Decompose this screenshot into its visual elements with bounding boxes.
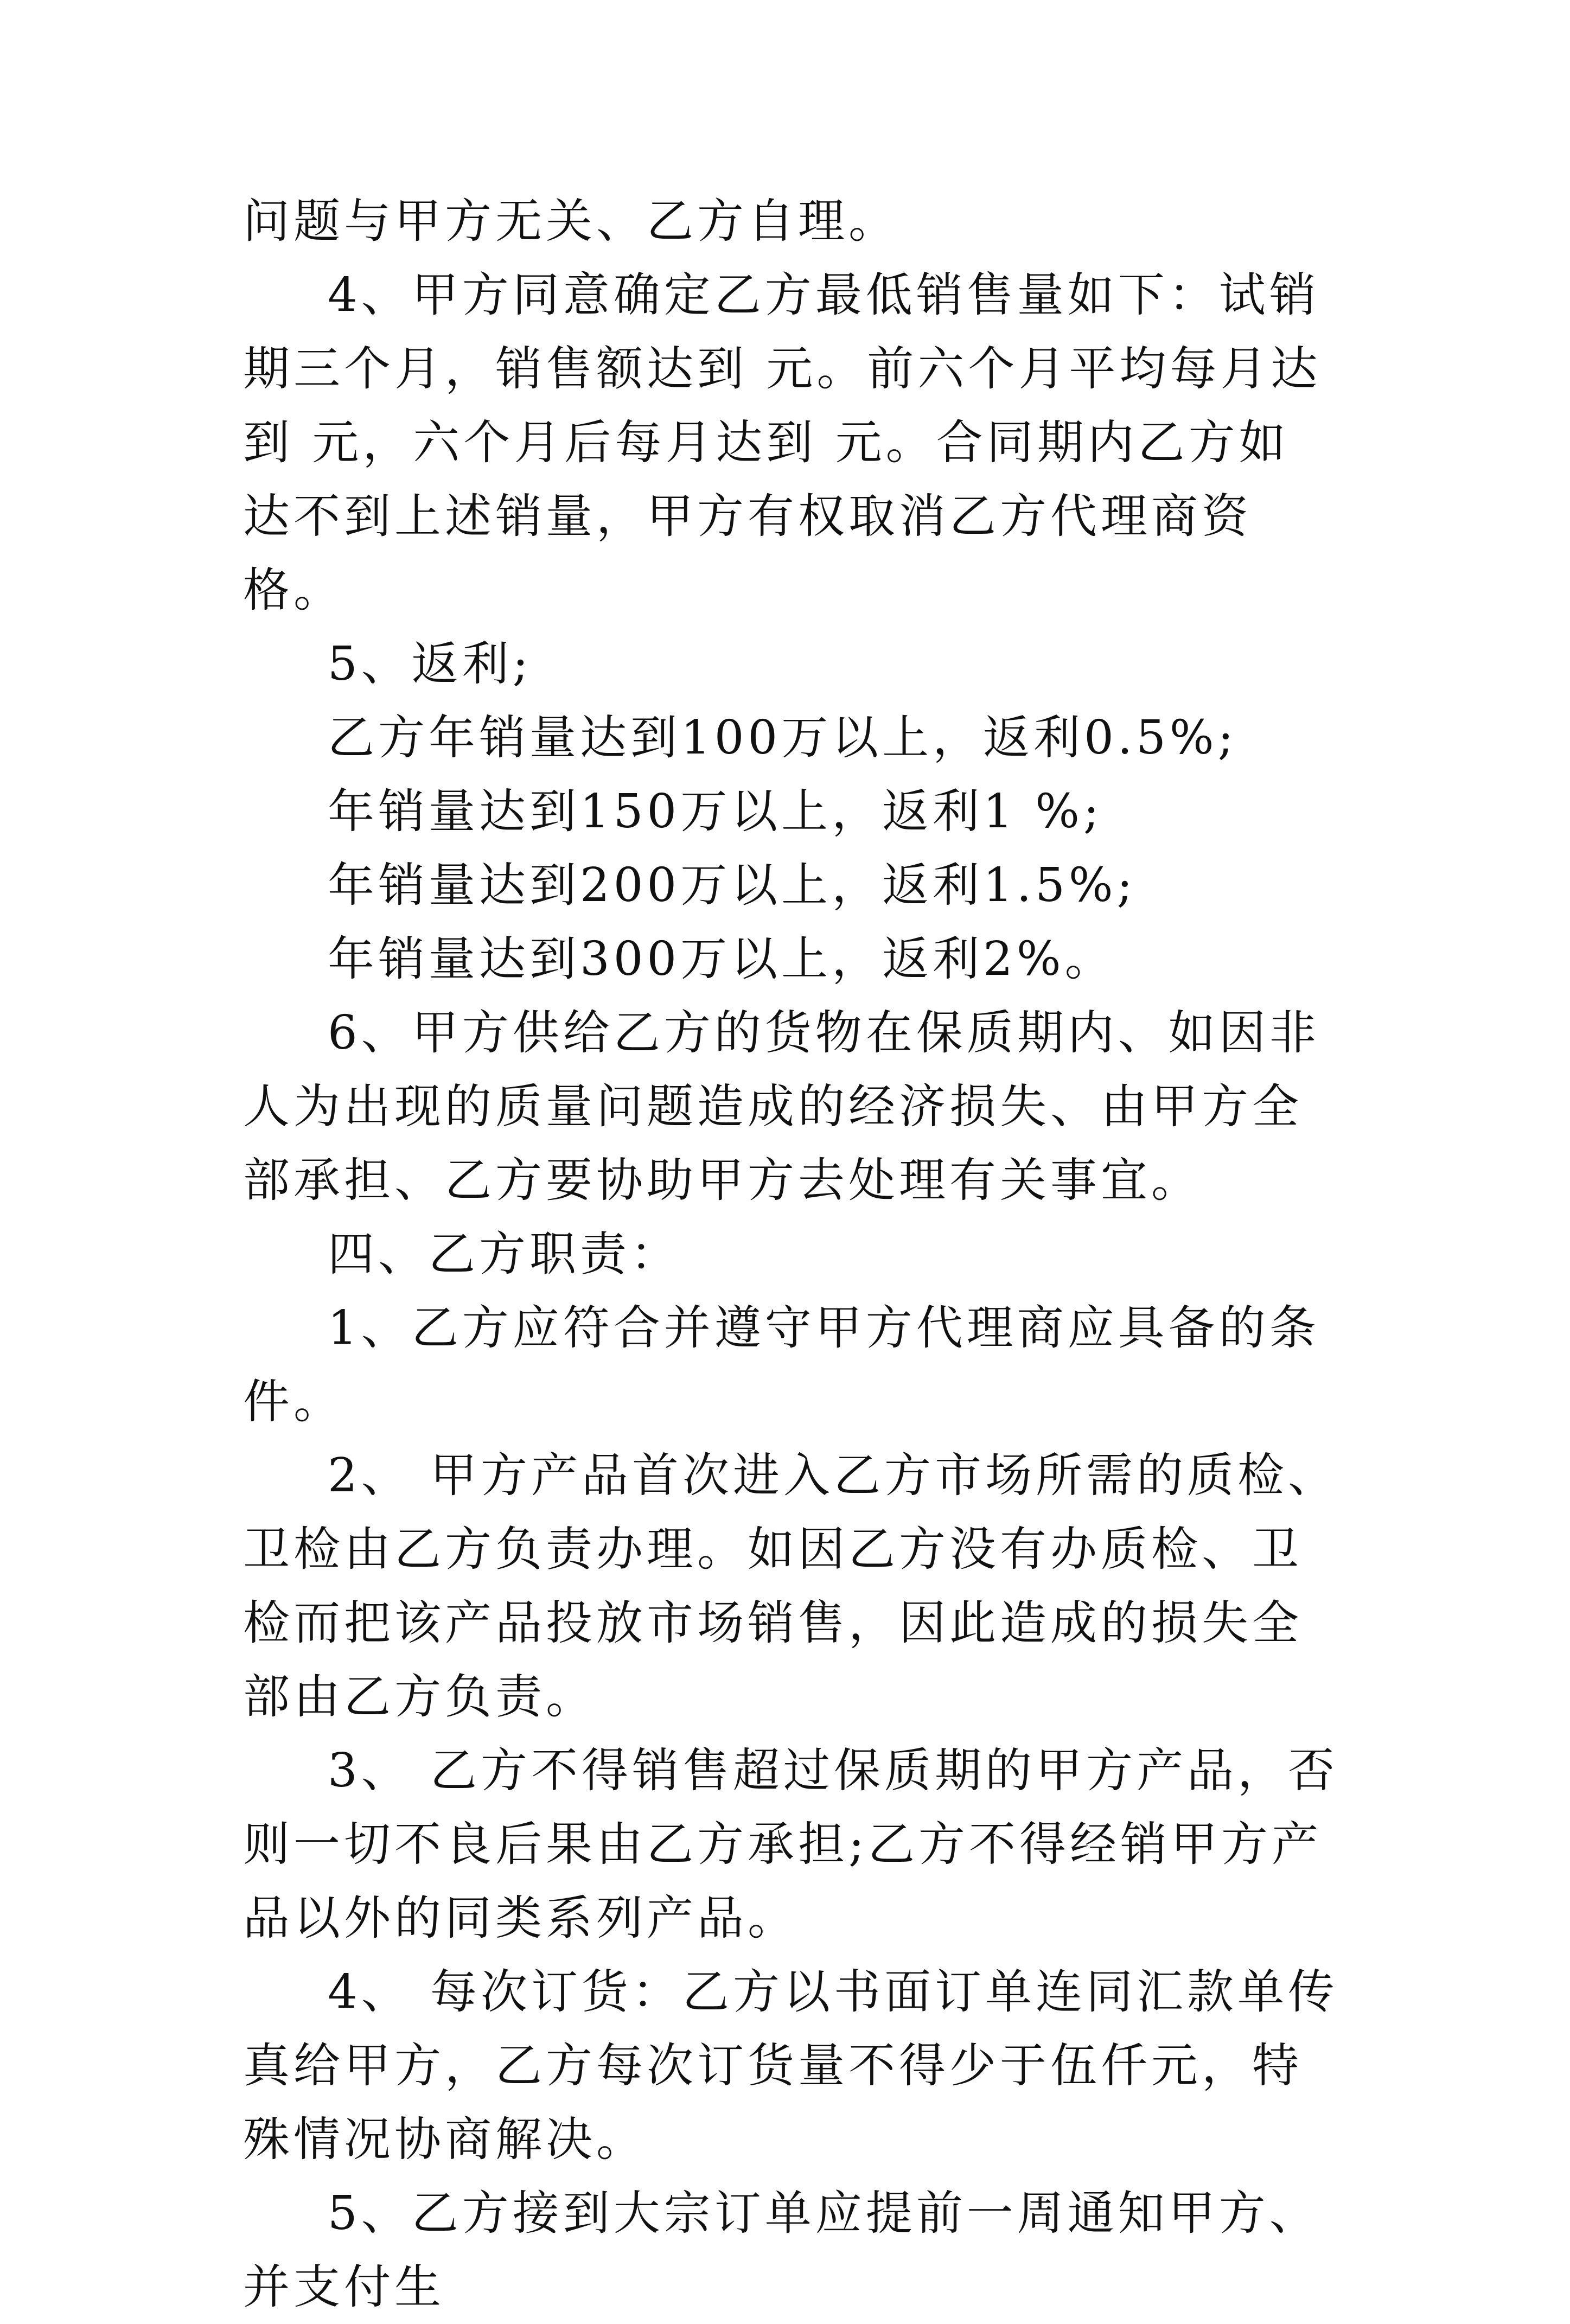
paragraph-1: 问题与甲方无关、乙方自理。 — [243, 194, 899, 248]
rebate-line-2: 年销量达到150万以上，返利1 %; — [328, 784, 1103, 839]
paragraph-14: 5、乙方接到大宗订单应提前一周通知甲方、并支付生 — [243, 2186, 1320, 2314]
paragraph-3: 5、返利; — [328, 637, 532, 691]
rebate-line-4: 年销量达到300万以上，返利2%。 — [328, 932, 1115, 986]
section-heading: 四、乙方职责： — [328, 1227, 681, 1281]
paragraph-13: 4、 每次订货：乙方以书面订单连同汇款单传真给甲方，乙方每次订货量不得少于伍仟元，特殊情况协商解决。 — [243, 1965, 1339, 2167]
contract-body — [243, 184, 1339, 2324]
paragraph-10: 1、乙方应符合并遵守甲方代理商应具备的条件。 — [243, 1301, 1320, 1429]
paragraph-8: 6、甲方供给乙方的货物在保质期内、如因非人为出现的质量问题造成的经济损失、由甲方全部承担、乙方要协助甲方去处理有关事宜。 — [243, 1006, 1320, 1208]
rebate-line-1: 乙方年销量达到100万以上，返利0.5%; — [328, 711, 1237, 765]
paragraph-12: 3、 乙方不得销售超过保质期的甲方产品，否则一切不良后果由乙方承担;乙方不得经销甲方产品以外的同类系列产品。 — [243, 1744, 1339, 1945]
paragraph-11: 2、 甲方产品首次进入乙方市场所需的质检、卫检由乙方负责办理。如因乙方没有办质检、卫检而把该产品投放市场销售，因此造成的损失全部由乙方负责。 — [243, 1448, 1339, 1724]
rebate-line-3: 年销量达到200万以上，返利1.5%; — [328, 858, 1137, 912]
paragraph-2: 4、甲方同意确定乙方最低销售量如下：试销期三个月，销售额达到 元。前六个月平均每月达到 元，六个月后每月达到 元。合同期内乙方如达不到上述销量，甲方有权取消乙方代理商资格。 — [243, 268, 1322, 617]
